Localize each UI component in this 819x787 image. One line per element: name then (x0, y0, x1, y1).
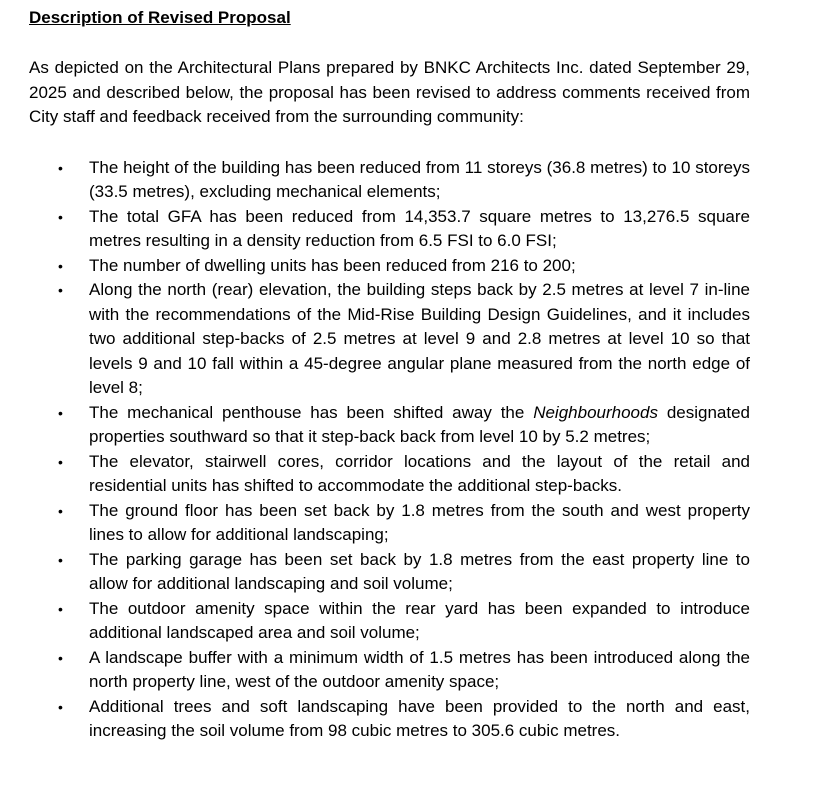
bullet-icon: • (58, 257, 63, 274)
bullet-icon: • (58, 698, 63, 715)
list-item (29, 401, 750, 450)
intro-paragraph: As depicted on the Architectural Plans prepared by BNKC Architects Inc. dated September 29, 2025 and described below, the proposal has been revised to address comments received from City staff and feedback received from the surrounding community: (29, 58, 750, 126)
list-item (29, 254, 750, 279)
list-item (29, 597, 750, 646)
list-item-text-before: The mechanical penthouse has been shifted away the (89, 402, 534, 422)
list-item (29, 695, 750, 744)
bullet-icon: • (58, 600, 63, 617)
list-item-text: The ground floor has been set back by 1.8 metres from the south and west property lines to allow for additional landscaping; (89, 500, 750, 544)
bullet-icon: • (58, 453, 63, 470)
list-item-text: A landscape buffer with a minimum width of 1.5 metres has been introduced along the north property line, west of the outdoor amenity space; (89, 647, 750, 691)
list-item-text-after: designated properties southward so that it step-back back from level 10 by 5.2 metres; (89, 402, 751, 446)
list-item-text: The height of the building has been reduced from 11 storeys (36.8 metres) to 10 storeys (33.5 metres), excluding mechanical elements; (89, 157, 750, 201)
list-item-text: Additional trees and soft landscaping have been provided to the north and east, increasing the soil volume from 98 cubic metres to 305.6 cubic metres. (89, 696, 750, 740)
list-item-text: The parking garage has been set back by 1.8 metres from the east property line to allow for additional landscaping and soil volume; (89, 549, 750, 593)
list-item-text: The outdoor amenity space within the rear yard has been expanded to introduce additional landscaped area and soil volume; (89, 598, 750, 642)
bullet-icon: • (58, 282, 63, 298)
section-heading: Description of Revised Proposal (29, 8, 291, 27)
list-item (29, 499, 750, 548)
list-item-text: Along the north (rear) elevation, the building steps back by 2.5 metres at level 7 in-line with the recommendations of the Mid-Rise Building Design Guidelines, and it includes two additional step-backs of 2.5 metres at level 9 and 2.8 metres at level 10 so that levels 9 and 10 fall within a 45-degree angular plane measured from the north edge of level 8; (89, 280, 750, 397)
list-item (29, 205, 750, 254)
bullet-icon: • (58, 649, 63, 666)
list-item (29, 548, 750, 597)
list-item (29, 646, 750, 695)
bullet-icon: • (58, 551, 63, 568)
list-item-text: The total GFA has been reduced from 14,353.7 square metres to 13,276.5 square metres resulting in a density reduction from 6.5 FSI to 6.0 FSI; (89, 206, 750, 250)
bullet-icon: • (58, 404, 63, 421)
list-item (29, 450, 750, 499)
list-item (29, 156, 750, 205)
bullet-icon: • (58, 208, 63, 225)
list-item-text: The elevator, stairwell cores, corridor locations and the layout of the retail and residential units has shifted to accommodate the additional step-backs. (89, 451, 750, 495)
list-item (29, 278, 750, 401)
document-body (29, 6, 750, 744)
list-item-text: The number of dwelling units has been reduced from 216 to 200; (89, 255, 576, 275)
bullet-icon: • (58, 502, 63, 519)
revision-list (29, 156, 750, 744)
bullet-icon: • (58, 159, 63, 176)
list-item-italic-term: Neighbourhoods (533, 402, 658, 422)
